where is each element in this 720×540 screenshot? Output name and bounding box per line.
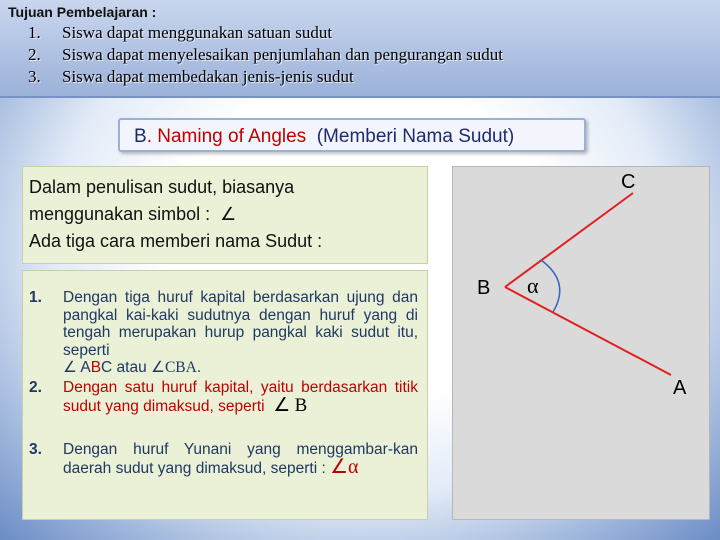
angle-label-alpha: α xyxy=(527,273,539,298)
objective-text: Siswa dapat menggunakan satuan sudut xyxy=(62,23,333,42)
method-description: Dengan tiga huruf kapital berdasarkan ujung dan pangkal kai-kaki sudutnya dengan huruf yang di tengah merupakan hurup pangkal kaki sudut itu, seperti xyxy=(63,289,418,359)
section-dot: . xyxy=(146,126,152,147)
example-letter-a: A xyxy=(80,359,91,376)
objectives-banner xyxy=(0,0,720,98)
section-letter: B xyxy=(134,126,147,147)
angle-diagram xyxy=(453,167,709,519)
example-connector: atau xyxy=(112,359,152,376)
section-indonesian-title: (Memberi Nama Sudut) xyxy=(316,126,515,147)
angle-diagram-panel xyxy=(452,166,710,520)
method-description: Dengan huruf Yunani yang menggambar-kan daerah sudut yang dimaksud, seperti : xyxy=(63,441,418,477)
ray-bc xyxy=(505,193,633,287)
example-letter: B xyxy=(294,394,308,416)
intro-line-2 xyxy=(29,204,236,225)
vertex-label-a: A xyxy=(673,377,687,399)
intro-line-2-text: menggunakan simbol : xyxy=(29,204,211,224)
vertex-label-b: B xyxy=(477,277,491,299)
objective-item xyxy=(28,44,503,66)
objectives-heading: Tujuan Pembelajaran : xyxy=(8,4,157,20)
angle-symbol-icon: ∠ xyxy=(330,455,349,478)
example-letter-b: B xyxy=(90,359,102,376)
objective-number: 1. xyxy=(28,23,41,42)
example-cba-text: CBA xyxy=(164,359,197,376)
objective-item xyxy=(28,66,503,88)
method-number: 1. xyxy=(29,289,42,306)
ray-ba xyxy=(505,287,671,375)
objective-item xyxy=(28,22,503,44)
objectives-list xyxy=(28,22,503,88)
method-number: 3. xyxy=(29,441,42,458)
example-letter-c: C xyxy=(101,359,113,376)
method-text xyxy=(63,379,418,415)
method-description: Dengan satu huruf kapital, yaitu berdasarkan titik sudut yang dimaksud, seperti xyxy=(63,379,418,415)
objective-number: 3. xyxy=(28,67,41,86)
intro-line-3: Ada tiga cara memberi nama Sudut : xyxy=(29,231,323,251)
intro-box xyxy=(22,166,428,264)
objective-number: 2. xyxy=(28,45,41,64)
angle-symbol-icon: ∠ xyxy=(273,394,291,416)
section-title xyxy=(118,118,586,152)
methods-box xyxy=(22,270,428,520)
objective-text: Siswa dapat membedakan jenis-jenis sudut xyxy=(62,67,354,86)
method-number: 2. xyxy=(29,379,42,396)
vertex-label-c: C xyxy=(621,171,636,193)
method-text xyxy=(63,441,418,477)
angle-arc xyxy=(541,260,560,312)
example-cba xyxy=(165,359,197,376)
example-end: . xyxy=(196,359,202,376)
method-text xyxy=(63,289,418,377)
angle-symbol-icon: ∠ xyxy=(63,359,77,376)
intro-line-1: Dalam penulisan sudut, biasanya xyxy=(29,177,295,197)
angle-symbol-icon: ∠ xyxy=(151,359,165,376)
example-letter: α xyxy=(348,455,359,478)
objective-text: Siswa dapat menyelesaikan penjumlahan dan pengurangan sudut xyxy=(62,45,503,64)
angle-symbol-icon: ∠ xyxy=(220,204,237,224)
section-english-title: Naming of Angles xyxy=(157,126,307,147)
